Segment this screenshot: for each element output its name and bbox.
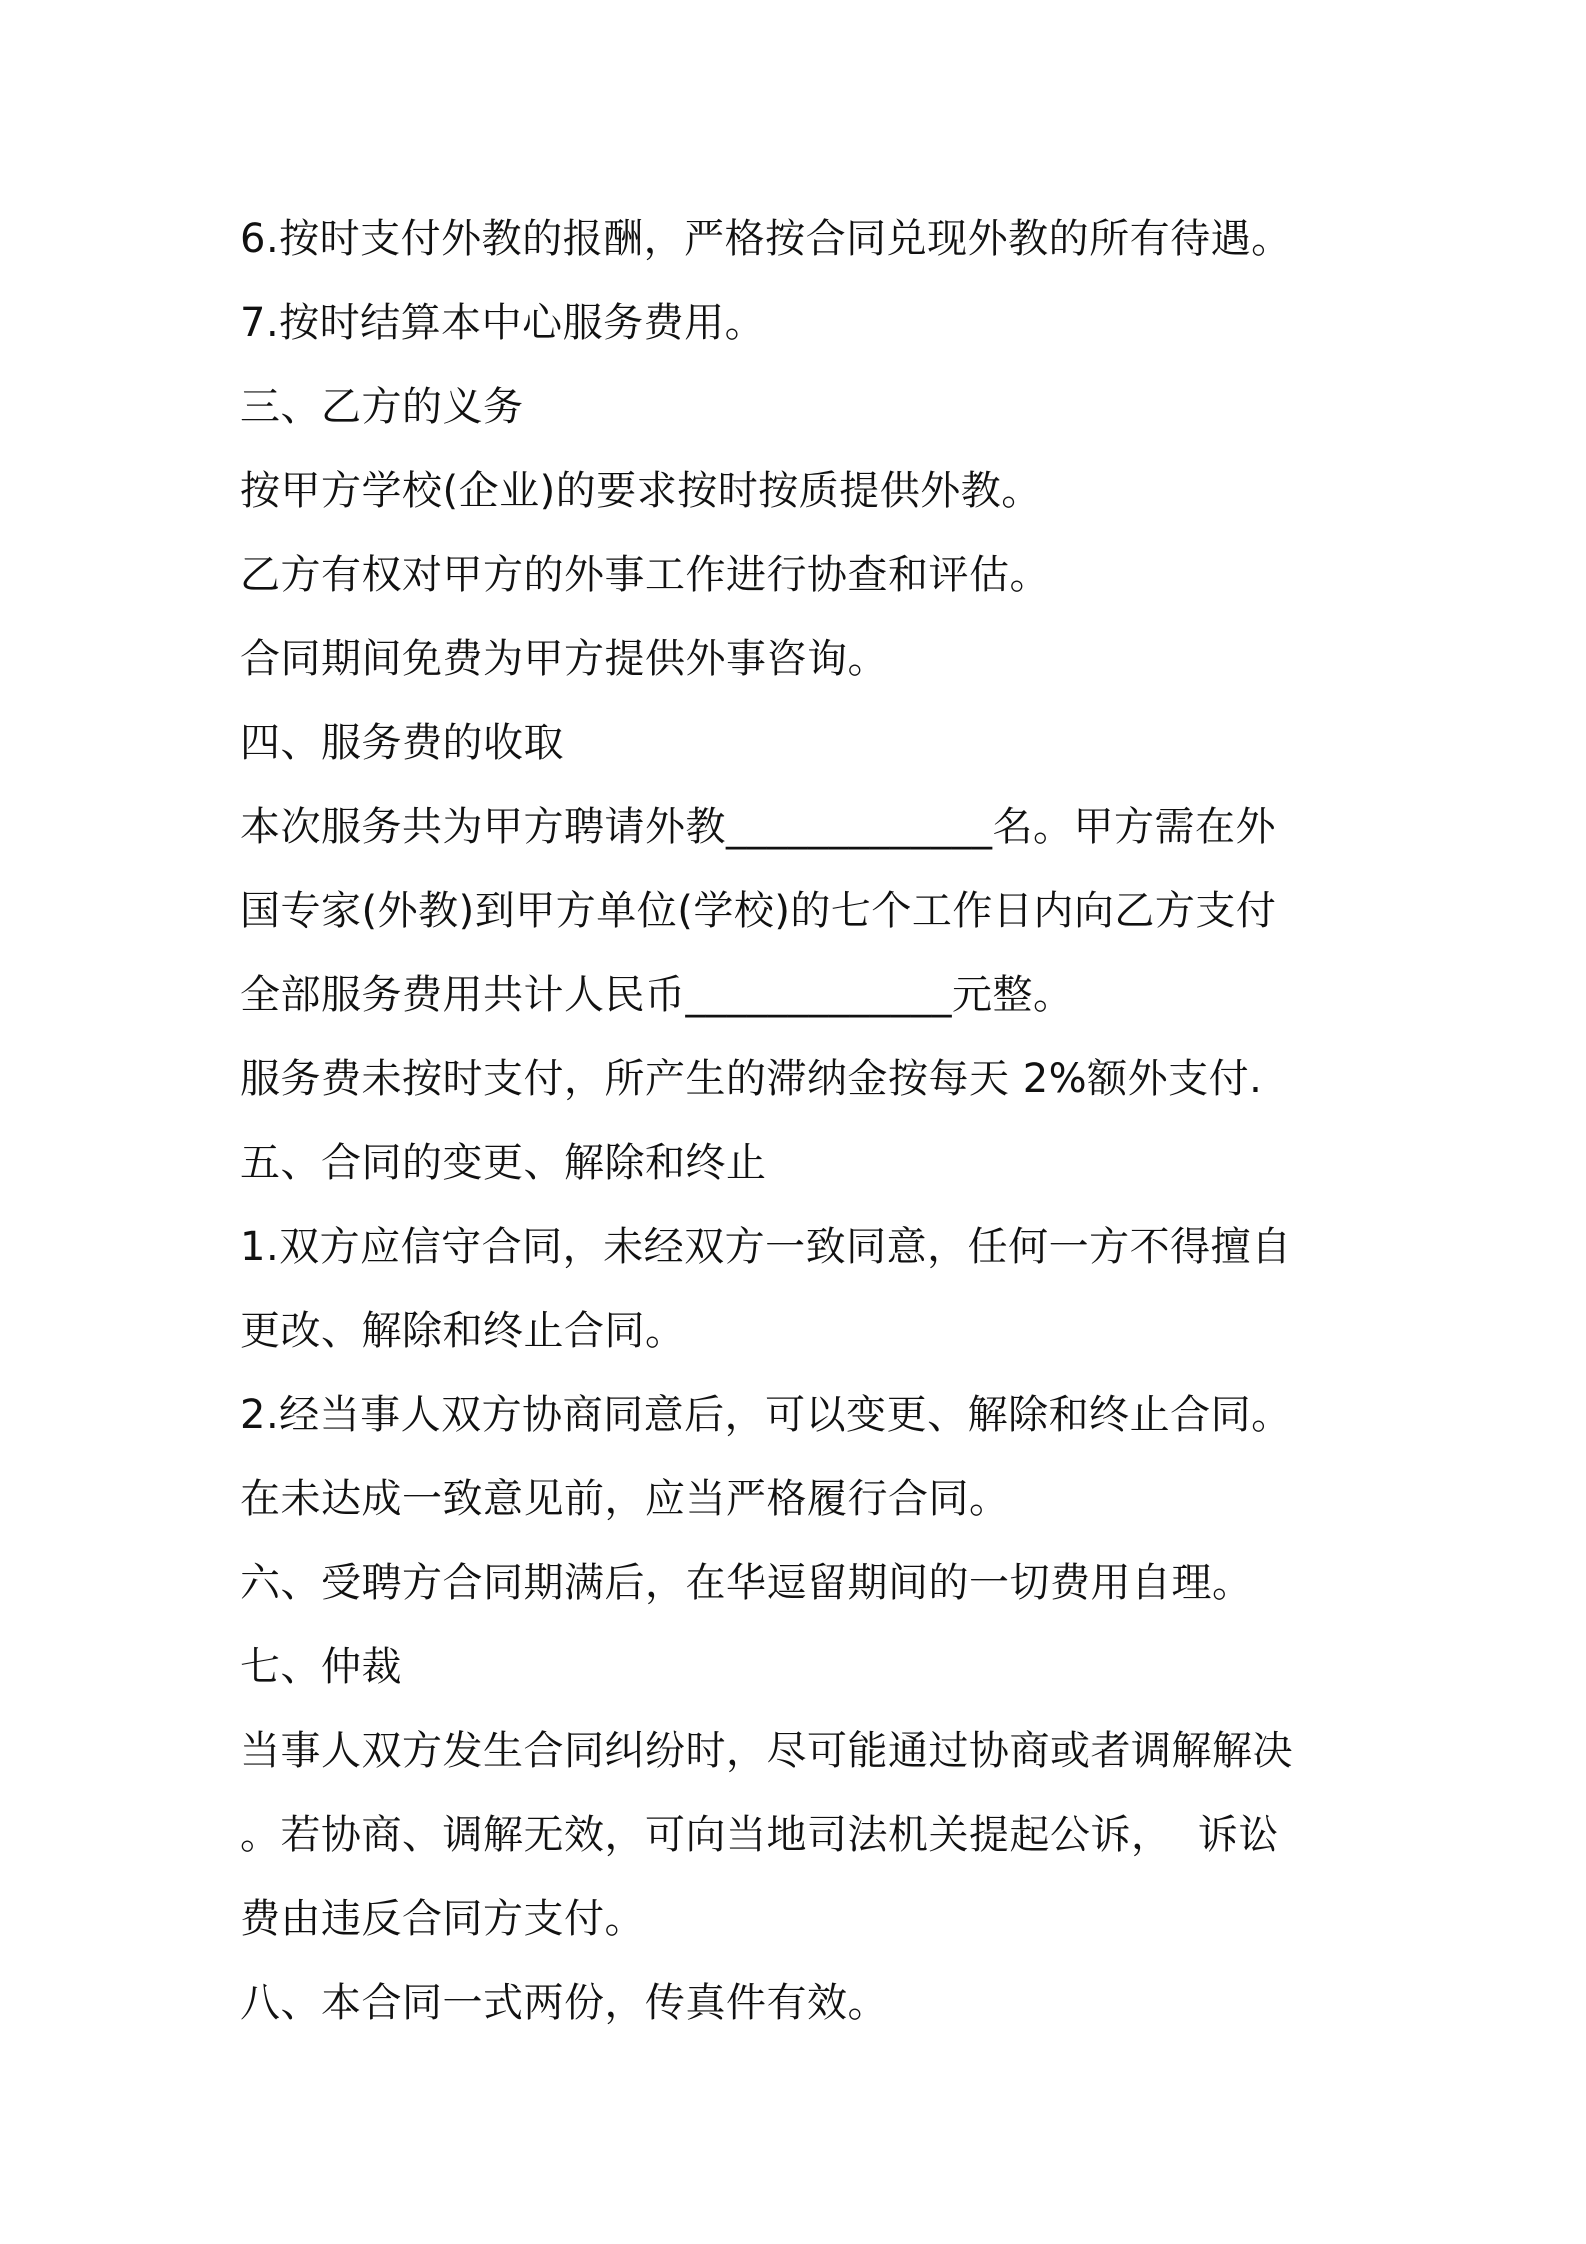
section-heading-service-fees: 四、服务费的收取: [240, 720, 564, 766]
section-eight-copies: 八、本合同一式两份，传真件有效。: [240, 1980, 888, 2026]
service-fee-line-2: 国专家(外教)到甲方单位(学校)的七个工作日内向乙方支付: [240, 888, 1277, 934]
clause-7-settle-fees: 7.按时结算本中心服务费用。: [240, 300, 766, 346]
arbitration-line-2: 。若协商、调解无效，可向当地司法机关提起公诉， 诉讼: [240, 1812, 1279, 1858]
clause-6-pay-teacher: 6.按时支付外教的报酬，严格按合同兑现外教的所有待遇。: [240, 216, 1292, 262]
arbitration-line-1: 当事人双方发生合同纠纷时，尽可能通过协商或者调解解决: [240, 1728, 1293, 1774]
service-fee-line-1: 本次服务共为甲方聘请外教_____________名。甲方需在外: [240, 804, 1276, 850]
party-b-obligation-1: 按甲方学校(企业)的要求按时按质提供外教。: [240, 468, 1042, 514]
arbitration-line-3: 费由违反合同方支付。: [240, 1896, 645, 1942]
section-heading-arbitration: 七、仲裁: [240, 1644, 402, 1690]
section-heading-contract-changes: 五、合同的变更、解除和终止: [240, 1140, 767, 1186]
section-six-expenses: 六、受聘方合同期满后，在华逗留期间的一切费用自理。: [240, 1560, 1253, 1606]
party-b-obligation-3: 合同期间免费为甲方提供外事咨询。: [240, 636, 888, 682]
section-heading-party-b-obligations: 三、乙方的义务: [240, 384, 524, 430]
late-fee-line: 服务费未按时支付，所产生的滞纳金按每天 2%额外支付.: [240, 1056, 1263, 1102]
change-clause-2-line-1: 2.经当事人双方协商同意后，可以变更、解除和终止合同。: [240, 1392, 1292, 1438]
change-clause-1-line-2: 更改、解除和终止合同。: [240, 1308, 686, 1354]
service-fee-line-3: 全部服务费用共计人民币_____________元整。: [240, 972, 1074, 1018]
party-b-obligation-2: 乙方有权对甲方的外事工作进行协查和评估。: [240, 552, 1050, 598]
document-body: [240, 197, 1355, 2045]
change-clause-1-line-1: 1.双方应信守合同，未经双方一致同意，任何一方不得擅自: [240, 1224, 1292, 1270]
change-clause-2-line-2: 在未达成一致意见前，应当严格履行合同。: [240, 1476, 1010, 1522]
